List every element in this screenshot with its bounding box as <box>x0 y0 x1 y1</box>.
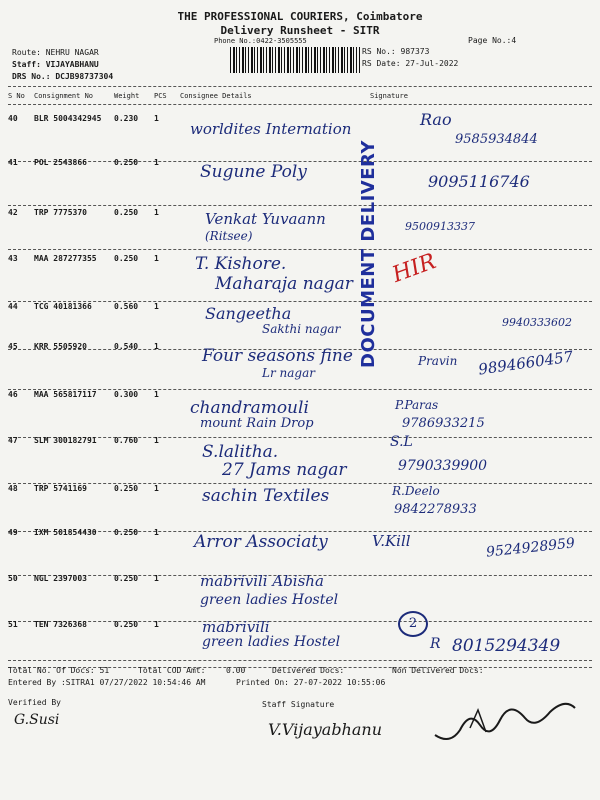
consignment-no: SLM 300182791 <box>34 436 97 445</box>
consignee-detail: Lr nagar <box>262 366 315 380</box>
weight: 0.760 <box>114 436 139 445</box>
receiver-phone: 8015294349 <box>452 636 561 656</box>
receiver-signature: V.Kill <box>372 532 411 550</box>
receiver-phone: 9095116746 <box>428 172 530 191</box>
sno: 40 <box>8 114 18 123</box>
document-delivery-stamp: DOCUMENT DELIVERY <box>358 140 379 368</box>
col-pcs: PCS <box>154 92 167 100</box>
consignment-no: MAA 287277355 <box>34 254 97 263</box>
consignee-detail: Sakthi nagar <box>262 322 341 336</box>
consignee-detail: green ladies Hostel <box>202 634 341 650</box>
receiver-phone: 9894660457 <box>477 347 575 379</box>
pcs: 1 <box>154 114 159 123</box>
receiver-phone: 9524928959 <box>485 535 576 561</box>
consignment-no: NGL 2397003 <box>34 574 87 583</box>
weight: 0.300 <box>114 390 139 399</box>
receiver-signature: Pravin <box>418 354 458 368</box>
consignee-detail: 27 Jams nagar <box>222 460 347 480</box>
consignee-name: Arror Associaty <box>194 532 328 552</box>
table-row <box>0 196 600 250</box>
pcs: 1 <box>154 302 159 311</box>
company-title: THE PROFESSIONAL COURIERS, Coimbatore <box>177 10 423 23</box>
total-docs: Total No. Of Docs: 51 <box>8 666 110 675</box>
staff-signature: V.Vijayabhanu <box>268 720 383 739</box>
sno: 42 <box>8 208 18 217</box>
receiver-phone: 9786933215 <box>402 416 485 431</box>
consignee-name: mabrivili Abisha <box>200 572 324 590</box>
page-number: Page No.:4 <box>468 36 517 45</box>
weight: 0.540 <box>114 342 139 351</box>
weight: 0.560 <box>114 302 139 311</box>
col-sno: S No <box>8 92 25 100</box>
receiver-phone: 9940333602 <box>502 316 572 329</box>
staff: Staff: VIJAYABHANU <box>12 60 99 69</box>
phone-number: Phone No.:0422-3505555 <box>214 37 307 45</box>
receiver-signature: R.Deelo <box>392 484 440 498</box>
sno: 43 <box>8 254 18 263</box>
consignee-name: sachin Textiles <box>202 486 330 506</box>
weight: 0.250 <box>114 620 139 629</box>
pcs: 1 <box>154 620 159 629</box>
doc-title: Delivery Runsheet - SITR <box>220 24 380 37</box>
receiver-signature: S.L <box>390 434 413 450</box>
printed-on: Printed On: 27-07-2022 10:55:06 <box>236 678 386 687</box>
consignee-name: chandramouli <box>190 398 309 418</box>
receiver-signature: P.Paras <box>395 398 439 412</box>
delivered-docs: Delivered Docs: <box>272 666 345 675</box>
pcs: 1 <box>154 254 159 263</box>
entered-by: Entered By :SITRA1 07/27/2022 10:54:46 AM <box>8 678 206 687</box>
pcs: 1 <box>154 528 159 537</box>
col-signature: Signature <box>370 92 408 100</box>
consignment-no: TRP 7775370 <box>34 208 87 217</box>
consignee-detail: (Ritsee) <box>205 229 253 243</box>
consignment-no: BLR 5004342945 <box>34 114 102 123</box>
drs-number: DRS No.: DCJB98737304 <box>12 72 114 81</box>
rs-number: RS No.: 987373 <box>362 47 430 56</box>
pcs: 1 <box>154 208 159 217</box>
col-consignment: Consignment No <box>34 92 94 100</box>
staff-signature-label: Staff Signature <box>262 700 335 709</box>
weight: 0.250 <box>114 574 139 583</box>
weight: 0.250 <box>114 528 139 537</box>
consignment-no: TCG 40181366 <box>34 302 92 311</box>
total-cod-label: Total COD Amt: <box>138 666 206 675</box>
consignee-name: S.lalitha. <box>202 442 279 462</box>
signature-scribble <box>430 690 580 750</box>
pcs: 1 <box>154 342 159 351</box>
route: Route: NEHRU NAGAR <box>12 48 99 57</box>
sno: 41 <box>8 158 18 167</box>
total-cod-value: 0.00 <box>226 666 246 675</box>
verified-by-label: Verified By <box>8 698 61 707</box>
rs-date: RS Date: 27-Jul-2022 <box>362 59 459 68</box>
receiver-phone: 9790339900 <box>398 458 488 474</box>
sno: 47 <box>8 436 18 445</box>
weight: 0.250 <box>114 484 139 493</box>
receiver-phone: 9842278933 <box>394 502 477 517</box>
circled-number-mark: 2 <box>398 611 428 637</box>
table-row <box>0 336 600 390</box>
weight: 0.250 <box>114 208 139 217</box>
col-weight: Weight <box>114 92 140 100</box>
receiver-signature: HIR <box>389 249 440 288</box>
consignee-name: Sugune Poly <box>200 162 307 182</box>
weight: 0.230 <box>114 114 139 123</box>
pcs: 1 <box>154 390 159 399</box>
pcs: 1 <box>154 436 159 445</box>
pcs: 1 <box>154 574 159 583</box>
consignee-name: Four seasons fine <box>202 346 353 366</box>
table-row <box>0 430 600 484</box>
sno: 51 <box>8 620 18 629</box>
consignee-name: mabrivili <box>202 618 270 636</box>
col-consignee: Consignee Details <box>180 92 252 100</box>
consignee-detail: green ladies Hostel <box>200 592 339 608</box>
receiver-signature: Rao <box>420 110 452 129</box>
consignee-name: Sangeetha <box>205 304 292 323</box>
consignment-no: POL 2543866 <box>34 158 87 167</box>
consignment-no: TRP 5741169 <box>34 484 87 493</box>
receiver-signature: R <box>430 636 441 652</box>
non-delivered-docs: Non Delivered Docs: <box>392 666 484 675</box>
sno: 48 <box>8 484 18 493</box>
consignment-no: IXM 501854430 <box>34 528 97 537</box>
consignment-no: MAA 565817117 <box>34 390 97 399</box>
pcs: 1 <box>154 158 159 167</box>
verified-signature: G.Susi <box>14 712 60 728</box>
weight: 0.250 <box>114 158 139 167</box>
receiver-phone: 9500913337 <box>405 220 475 233</box>
weight: 0.250 <box>114 254 139 263</box>
sno: 49 <box>8 528 18 537</box>
sno: 46 <box>8 390 18 399</box>
consignment-no: KRR 5505920 <box>34 342 87 351</box>
sno: 50 <box>8 574 18 583</box>
consignee-name: worldites Internation <box>190 120 352 138</box>
receiver-phone: 9585934844 <box>455 132 538 147</box>
pcs: 1 <box>154 484 159 493</box>
consignee-detail: Maharaja nagar <box>215 274 353 294</box>
consignment-no: TEN 7326368 <box>34 620 87 629</box>
consignee-detail: mount Rain Drop <box>200 416 314 431</box>
table-row <box>0 248 600 302</box>
sno: 45 <box>8 342 18 351</box>
consignee-name: Venkat Yuvaann <box>205 210 326 228</box>
consignee-name: T. Kishore. <box>195 254 287 274</box>
barcode <box>230 47 360 73</box>
sno: 44 <box>8 302 18 311</box>
